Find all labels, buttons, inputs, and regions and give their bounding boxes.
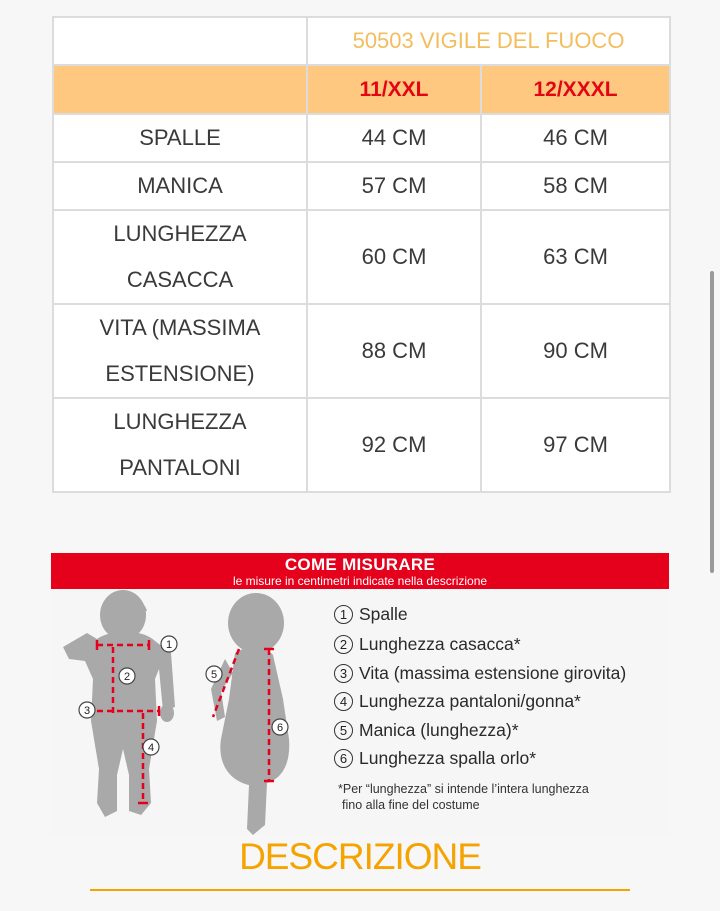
legend-item — [334, 717, 519, 743]
note-line: *Per “lunghezza” si intende l’intera lunghezza — [338, 782, 589, 796]
product-title: 50503 VIGILE DEL FUOCO — [307, 17, 670, 65]
row-value: 58 CM — [481, 162, 670, 210]
number-circle-icon: 2 — [334, 635, 353, 654]
row-value: 90 CM — [481, 304, 670, 398]
legend-item — [334, 631, 521, 657]
number-circle-icon: 1 — [334, 605, 353, 624]
number-circle-icon: 5 — [334, 721, 353, 740]
legend-text: Lunghezza casacca* — [359, 633, 521, 654]
table-row — [53, 162, 670, 210]
row-label-line: PANTALONI — [119, 455, 241, 480]
row-label-line: MANICA — [137, 173, 223, 198]
measure-banner — [51, 553, 669, 589]
number-circle-icon: 6 — [334, 749, 353, 768]
row-label-line: ESTENSIONE) — [105, 361, 255, 386]
marker-6: 6 — [276, 722, 284, 734]
scrollbar[interactable] — [710, 271, 714, 573]
row-value: 97 CM — [481, 398, 670, 492]
table-row — [53, 304, 670, 398]
empty-cell — [53, 17, 307, 65]
banner-title: COME MISURARE — [284, 555, 436, 574]
legend-text: Vita (massima estensione girovita) — [359, 662, 627, 683]
row-label — [53, 210, 307, 304]
note-line: fino alla fine del costume — [342, 798, 480, 812]
row-label — [53, 114, 307, 162]
header-size-2: 12/XXXL — [481, 65, 670, 114]
legend-text: Lunghezza spalla orlo* — [359, 747, 537, 768]
size-table — [52, 16, 671, 493]
marker-1: 1 — [165, 639, 173, 651]
marker-4: 4 — [147, 742, 155, 754]
row-label-line: CASACCA — [126, 267, 234, 292]
row-value: 44 CM — [307, 114, 481, 162]
row-value: 57 CM — [307, 162, 481, 210]
table-title-row — [53, 17, 670, 65]
description-heading: DESCRIZIONE — [239, 836, 481, 877]
marker-5: 5 — [210, 669, 218, 681]
legend-item — [334, 660, 626, 686]
legend-item — [334, 745, 536, 771]
side-child-silhouette — [211, 593, 289, 835]
length-note — [338, 781, 668, 813]
number-circle-icon: 4 — [334, 692, 353, 711]
row-label — [53, 304, 307, 398]
description-underline — [90, 889, 630, 891]
row-label-line: SPALLE — [139, 125, 221, 150]
legend-text: Spalle — [359, 603, 408, 624]
row-value: 92 CM — [307, 398, 481, 492]
row-label-line: LUNGHEZZA — [113, 221, 247, 246]
banner-subtitle: le misure in centimetri indicate nella descrizione — [232, 574, 488, 588]
header-size-1: 11/XXL — [307, 65, 481, 114]
row-label-line: LUNGHEZZA — [113, 409, 247, 434]
legend-text: Lunghezza pantaloni/gonna* — [359, 690, 581, 711]
legend-item — [334, 601, 408, 627]
row-label-line: VITA (MASSIMA — [99, 315, 261, 340]
table-header-row — [53, 65, 670, 114]
marker-2: 2 — [123, 671, 131, 683]
number-circle-icon: 3 — [334, 664, 353, 683]
row-value: 46 CM — [481, 114, 670, 162]
row-value: 60 CM — [307, 210, 481, 304]
row-label — [53, 162, 307, 210]
front-child-silhouette — [63, 590, 175, 817]
how-to-measure-image — [51, 553, 669, 835]
legend-item — [334, 688, 581, 714]
row-value: 63 CM — [481, 210, 670, 304]
row-value: 88 CM — [307, 304, 481, 398]
table-row — [53, 210, 670, 304]
row-label — [53, 398, 307, 492]
table-row — [53, 398, 670, 492]
table-row — [53, 114, 670, 162]
child-figures-illustration — [51, 589, 321, 835]
legend-text: Manica (lunghezza)* — [359, 719, 519, 740]
marker-3: 3 — [83, 705, 91, 717]
header-empty-cell — [53, 65, 307, 114]
